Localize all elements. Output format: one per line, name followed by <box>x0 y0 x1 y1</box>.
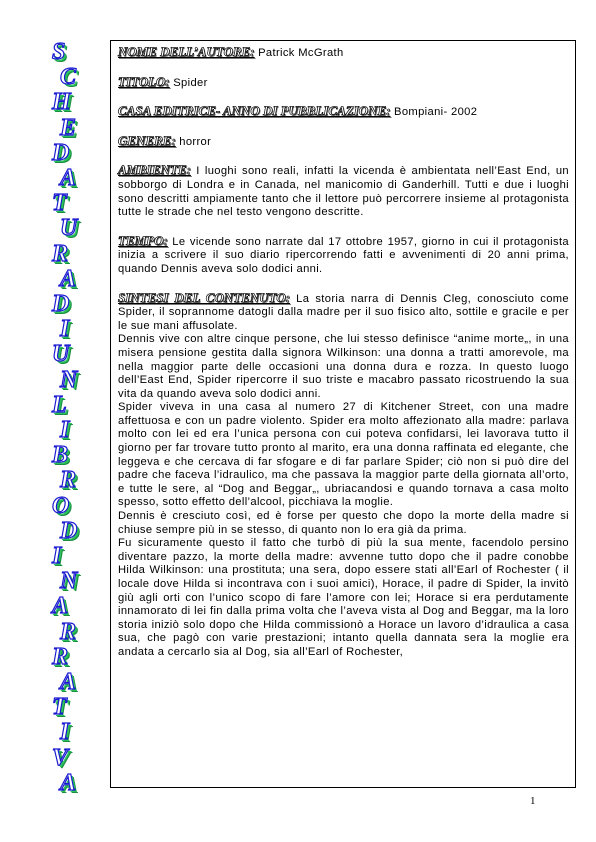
summary-intro <box>118 291 569 334</box>
title-letter: T <box>52 190 67 217</box>
title-letter: U <box>52 341 70 368</box>
title-letter: U <box>60 215 78 242</box>
title-letter: I <box>52 543 62 569</box>
title-letter: S <box>52 39 66 65</box>
field-title <box>118 75 569 91</box>
field-time <box>118 234 569 277</box>
page-number: 1 <box>530 795 536 807</box>
title-letter: D <box>52 291 70 317</box>
title-letter: A <box>60 265 77 292</box>
title-letter: R <box>52 643 69 670</box>
title-letter: D <box>60 517 78 544</box>
title-label: TITOLO: <box>118 73 170 89</box>
publisher-value: Bompiani- 2002 <box>394 106 478 119</box>
title-letter: I <box>60 417 70 443</box>
time-label: TEMPO: <box>118 232 168 248</box>
setting-label: AMBIENTE: <box>118 162 191 178</box>
title-letter: N <box>60 366 78 393</box>
title-letter: A <box>60 669 77 695</box>
setting-value: I luoghi sono reali, infatti la vicenda è ambientata nell’East End, un sobborgo di Londra e in Canada, nel manicomio di Ganderhill. Tutti e due i luoghi sono descritti ampiamente tanto che il lettore può percorrere insieme al protagonista tutte le strade che nel testo vengono descritte. <box>118 165 569 219</box>
genre-label: GENERE: <box>118 132 176 148</box>
title-letter: R <box>52 240 69 267</box>
summary-label: SINTESI DEL CONTENUTO: <box>118 289 291 305</box>
title-letter: L <box>52 391 67 418</box>
field-publisher <box>118 104 569 120</box>
title-letter: C <box>60 64 77 91</box>
title-letter: A <box>60 165 77 191</box>
title-letter: I <box>60 719 70 746</box>
title-letter: T <box>52 694 67 721</box>
summary-paragraph: Fu sicuramente questo il fatto che turbò di più la sua mente, facendolo persino diventare pazzo, la morte della madre: avvenne tutto dopo che il padre conobbe Hilda Wilkinson: una prostituta; una sera, dopo essere stati all’Earl of Rochester ( il locale dove Hilda si incontrava con i suoi amici), Horace, il padre di Spider, la invitò giù agli orti con l’unico scopo di fare l’amore con lei; Horace si era perdutamente innamorato di lei fin dalla prima volta che l’aveva vista al Dog and Beggar, ma la loro storia iniziò solo dopo che Hilda commissionò a Horace un lavoro d’idraulica a casa sua, che pagò con varie prestazioni; intanto quella dannata sera la moglie era andata a cercarlo sia al Dog, sia all’Earl of Rochester, <box>118 537 569 658</box>
title-letter: B <box>52 442 69 469</box>
title-letter: R <box>60 618 77 645</box>
summary-paragraph: Dennis è cresciuto così, ed è forse per questo che dopo la morte della madre si chiuse sempre più in se stesso, di quanto non lo era già da prima. <box>118 510 569 536</box>
summary-intro-text: La storia narra di Dennis Cleg, conosciuto come Spider, il soprannome datogli dalla madre per il suo fisico alto, sottile e gracile e per le sue mani affusolate. <box>118 292 570 332</box>
time-value: Le vicende sono narrate dal 17 ottobre 1957, giorno in cui il protagonista inizia a scrivere il suo diario ripercorrendo fatti e avvenimenti di 20 anni prima, quando Dennis aveva solo dodici anni. <box>118 235 569 275</box>
title-letter: D <box>52 139 70 166</box>
field-author <box>118 45 569 61</box>
field-genre <box>118 134 569 150</box>
title-letter: H <box>52 89 71 116</box>
vertical-title <box>38 40 100 800</box>
author-label: NOME DELL’AUTORE: <box>118 44 255 59</box>
title-letter: V <box>52 744 69 771</box>
publisher-label: CASA EDITRICE- ANNO DI PUBBLICAZIONE: <box>118 103 391 119</box>
summary-paragraph: Dennis vive con altre cinque persone, che lui stesso definisce “anime morte„, in una misera pensione gestita dalla signora Wilkinson: una donna a tratti amorevole, ma nella maggior parte delle occasioni una donna dura e rozza. In questo luogo dell’East End, Spider ripercorre il suo triste e macabro passato ricostruendo la sua vita da quando aveva solo dodici anni. <box>118 333 569 400</box>
title-letter: E <box>60 114 77 141</box>
field-setting <box>118 163 569 219</box>
title-letter: I <box>60 316 70 343</box>
title-letter: A <box>60 769 77 796</box>
title-letter: A <box>52 593 69 620</box>
title-letter: R <box>60 467 77 494</box>
summary-paragraph: Spider viveva in una casa al numero 27 di Kitchener Street, con una madre affettuosa e con un padre violento. Spider era molto affezionato alla madre: parlava molto con lei ed era l’unica persona con cui poteva confidarsi, lei lavorava tutto il giorno per far trovare tutto pronto al marito, era una donna raffinata ed elegante, che leggeva e che cercava di far sfogare e di far parlare Spider; ciò non si può dire del padre che faceva l’idraulico, ma che passava la maggior parte della giornata all’orto, e tutte le sere, al “Dog and Beggar„, ubriacandosi e quando tornava a casa molto spesso, sotto effetto dell’alcool, picchiava la moglie. <box>118 401 569 509</box>
genre-value: horror <box>179 135 212 148</box>
document-body <box>110 40 576 788</box>
title-value: Spider <box>173 76 208 89</box>
author-value: Patrick McGrath <box>258 47 344 59</box>
title-letter: N <box>60 568 78 595</box>
title-letter: O <box>52 492 70 519</box>
